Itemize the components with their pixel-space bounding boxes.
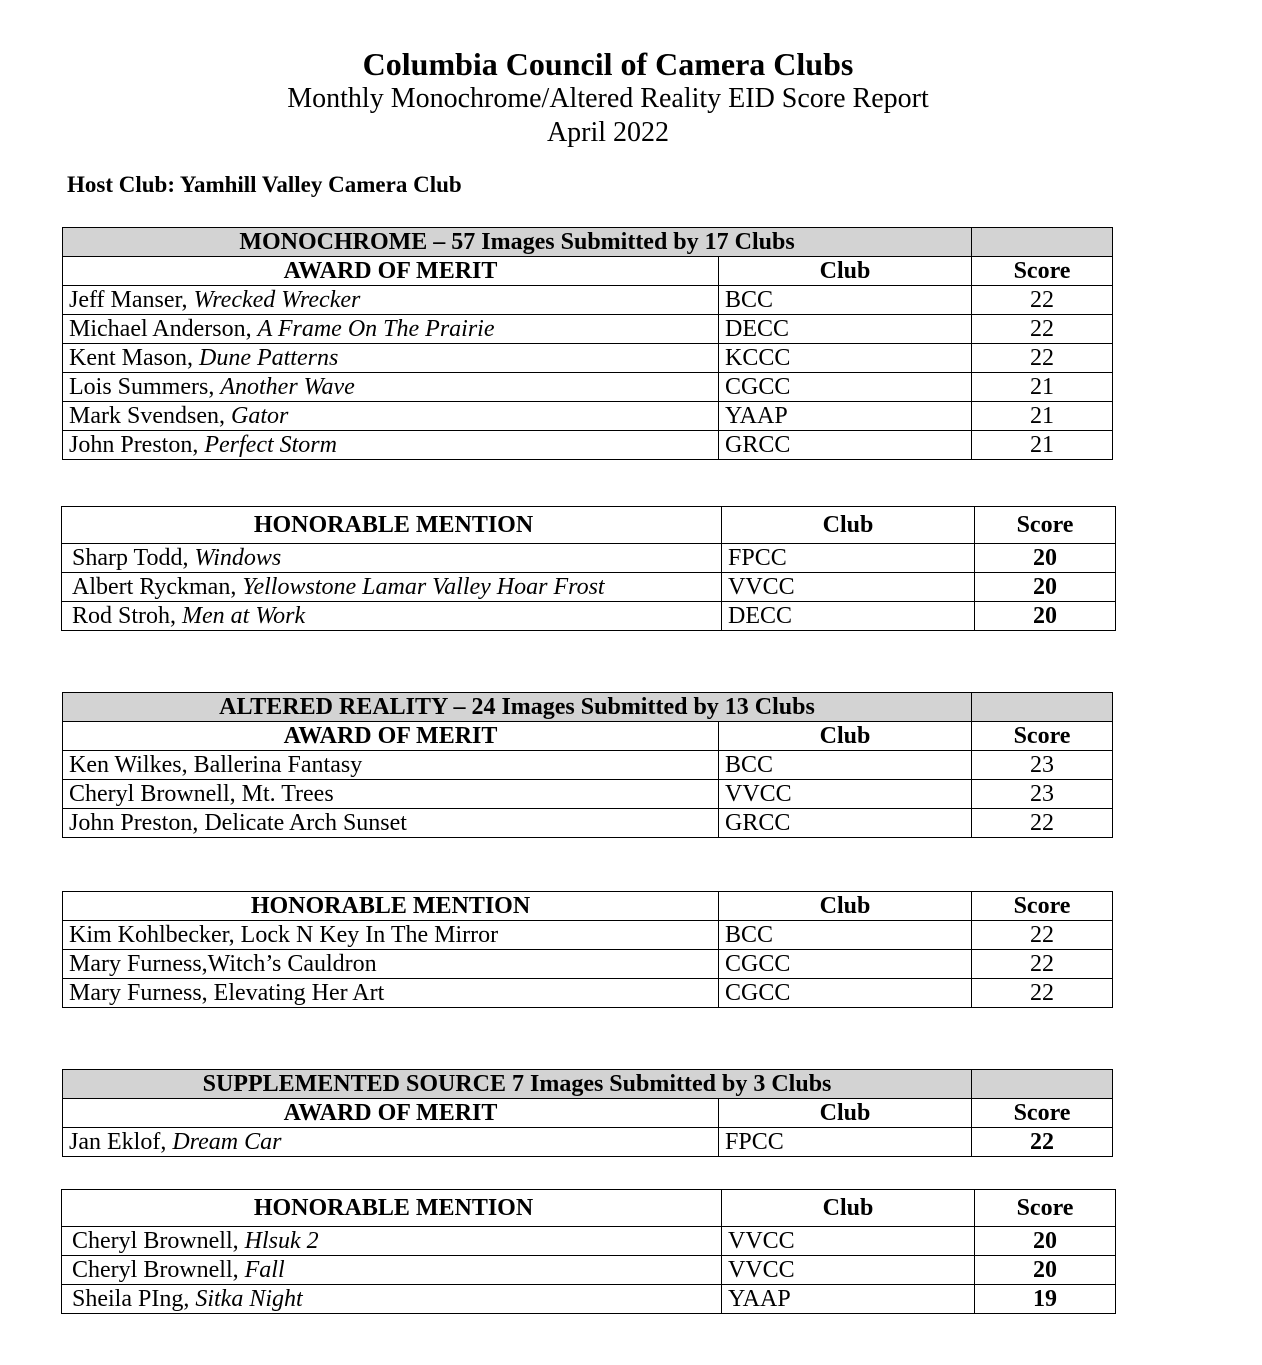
score-cell: 22 <box>972 1128 1113 1157</box>
club-cell: YAAP <box>722 1285 975 1314</box>
image-title: Perfect Storm <box>204 432 337 458</box>
image-title: Another Wave <box>220 374 355 400</box>
table-row <box>62 602 1116 631</box>
club-cell: VVCC <box>719 780 972 809</box>
score-cell: 22 <box>972 979 1113 1008</box>
entry-name-cell <box>63 780 719 809</box>
club-cell: FPCC <box>719 1128 972 1157</box>
table-row <box>62 1256 1116 1285</box>
score-cell: 20 <box>975 602 1116 631</box>
club-column-header: Club <box>719 892 972 921</box>
score-cell: 23 <box>972 780 1113 809</box>
supplemented-source-honorable-mention-table <box>61 1189 1116 1314</box>
entry-name-cell <box>63 431 719 460</box>
score-column-header: Score <box>972 892 1113 921</box>
score-cell: 21 <box>972 373 1113 402</box>
entry-name-cell <box>62 1227 722 1256</box>
entrant-name: Mark Svendsen, <box>69 403 231 429</box>
image-title: Wrecked Wrecker <box>193 287 361 313</box>
column-header-row <box>63 1099 1113 1128</box>
entry-name-cell <box>63 809 719 838</box>
score-column-header: Score <box>972 257 1113 286</box>
image-title: Yellowstone Lamar Valley Hoar Frost <box>242 574 605 600</box>
table-row <box>63 751 1113 780</box>
image-title: Fall <box>244 1257 285 1283</box>
table-row <box>63 286 1113 315</box>
image-title: Men at Work <box>182 603 306 629</box>
entry-name-cell <box>63 373 719 402</box>
altered-reality-award-of-merit-table <box>62 692 1113 838</box>
club-cell: GRCC <box>719 431 972 460</box>
table-row <box>63 950 1113 979</box>
score-cell: 20 <box>975 544 1116 573</box>
entrant-name: Mary Furness,Witch’s Cauldron <box>69 951 377 977</box>
table-row <box>63 315 1113 344</box>
table-row <box>63 780 1113 809</box>
score-cell: 23 <box>972 751 1113 780</box>
award-heading: HONORABLE MENTION <box>63 892 719 921</box>
altered-reality-honorable-mention-table <box>62 891 1113 1008</box>
monochrome-honorable-mention-table <box>61 506 1116 631</box>
table-row <box>63 344 1113 373</box>
table-row <box>62 1285 1116 1314</box>
entry-name-cell <box>62 602 722 631</box>
club-column-header: Club <box>722 507 975 544</box>
award-heading: HONORABLE MENTION <box>62 1190 722 1227</box>
table-row <box>62 1227 1116 1256</box>
score-cell: 20 <box>975 1227 1116 1256</box>
entry-name-cell <box>63 979 719 1008</box>
table-row <box>63 1128 1113 1157</box>
entry-name-cell <box>62 1285 722 1314</box>
entrant-name: Michael Anderson, <box>69 316 258 342</box>
image-title: Gator <box>230 403 289 429</box>
score-column-header: Score <box>972 1099 1113 1128</box>
image-title: Dune Patterns <box>198 345 339 371</box>
image-title: Dream Car <box>172 1129 282 1155</box>
entrant-name: Jan Eklof, <box>69 1129 173 1155</box>
club-cell: CGCC <box>719 950 972 979</box>
image-title: Sitka Night <box>195 1286 303 1312</box>
table-row <box>63 402 1113 431</box>
section-banner: ALTERED REALITY – 24 Images Submitted by 13 Clubs <box>63 693 972 722</box>
score-cell: 22 <box>972 809 1113 838</box>
entrant-name: Rod Stroh, <box>72 603 183 629</box>
entrant-name: Kent Mason, <box>69 345 199 371</box>
entry-name-cell <box>63 751 719 780</box>
entrant-name: Cheryl Brownell, <box>72 1257 245 1283</box>
entry-name-cell <box>63 1128 719 1157</box>
banner-empty-cell <box>972 1070 1113 1099</box>
score-column-header: Score <box>972 722 1113 751</box>
score-cell: 22 <box>972 315 1113 344</box>
entrant-name: Mary Furness, Elevating Her Art <box>69 980 385 1006</box>
club-cell: FPCC <box>722 544 975 573</box>
column-header-row <box>63 722 1113 751</box>
banner-empty-cell <box>972 228 1113 257</box>
entry-name-cell <box>62 1256 722 1285</box>
section-banner-row <box>63 1070 1113 1099</box>
table-row <box>63 373 1113 402</box>
award-heading: AWARD OF MERIT <box>63 722 719 751</box>
section-banner: MONOCHROME – 57 Images Submitted by 17 Clubs <box>63 228 972 257</box>
award-heading: HONORABLE MENTION <box>62 507 722 544</box>
club-cell: CGCC <box>719 979 972 1008</box>
entry-name-cell <box>63 315 719 344</box>
club-column-header: Club <box>719 722 972 751</box>
table-row <box>63 921 1113 950</box>
award-heading: AWARD OF MERIT <box>63 257 719 286</box>
entry-name-cell <box>63 344 719 373</box>
table-row <box>62 544 1116 573</box>
entrant-name: Kim Kohlbecker, Lock N Key In The Mirror <box>69 922 499 948</box>
entrant-name: Sheila PIng, <box>72 1286 196 1312</box>
club-column-header: Club <box>719 1099 972 1128</box>
entrant-name: John Preston, <box>69 432 205 458</box>
entrant-name: Lois Summers, <box>69 374 221 400</box>
club-cell: YAAP <box>719 402 972 431</box>
table-row <box>63 809 1113 838</box>
score-cell: 20 <box>975 573 1116 602</box>
score-cell: 22 <box>972 344 1113 373</box>
club-cell: KCCC <box>719 344 972 373</box>
monochrome-award-of-merit-table <box>62 227 1113 460</box>
image-title: Hlsuk 2 <box>244 1228 319 1254</box>
table-row <box>62 573 1116 602</box>
club-cell: DECC <box>719 315 972 344</box>
column-header-row <box>62 507 1116 544</box>
score-column-header: Score <box>975 1190 1116 1227</box>
club-column-header: Club <box>722 1190 975 1227</box>
report-subtitle: Monthly Monochrome/Altered Reality EID Score Report <box>287 83 929 114</box>
score-cell: 22 <box>972 921 1113 950</box>
award-heading: AWARD OF MERIT <box>63 1099 719 1128</box>
club-cell: DECC <box>722 602 975 631</box>
entry-name-cell <box>62 573 722 602</box>
report-header <box>0 46 1216 150</box>
score-cell: 21 <box>972 431 1113 460</box>
entrant-name: Sharp Todd, <box>72 545 195 571</box>
supplemented-source-award-of-merit-table <box>62 1069 1113 1157</box>
table-row <box>63 431 1113 460</box>
club-cell: BCC <box>719 751 972 780</box>
entrant-name: Ken Wilkes, Ballerina Fantasy <box>69 752 363 778</box>
column-header-row <box>63 892 1113 921</box>
section-banner-row <box>63 693 1113 722</box>
club-cell: BCC <box>719 286 972 315</box>
club-column-header: Club <box>719 257 972 286</box>
report-date: April 2022 <box>546 117 670 148</box>
entry-name-cell <box>62 544 722 573</box>
image-title: A Frame On The Prairie <box>257 316 495 342</box>
entrant-name: Jeff Manser, <box>69 287 194 313</box>
score-cell: 20 <box>975 1256 1116 1285</box>
score-cell: 22 <box>972 950 1113 979</box>
club-cell: GRCC <box>719 809 972 838</box>
score-column-header: Score <box>975 507 1116 544</box>
entry-name-cell <box>63 286 719 315</box>
section-banner-row <box>63 228 1113 257</box>
host-club: Host Club: Yamhill Valley Camera Club <box>67 172 462 197</box>
entrant-name: Albert Ryckman, <box>72 574 243 600</box>
entry-name-cell <box>63 402 719 431</box>
column-header-row <box>63 257 1113 286</box>
entrant-name: Cheryl Brownell, Mt. Trees <box>69 781 334 807</box>
score-cell: 21 <box>972 402 1113 431</box>
club-cell: BCC <box>719 921 972 950</box>
table-row <box>63 979 1113 1008</box>
section-banner: SUPPLEMENTED SOURCE 7 Images Submitted by 3 Clubs <box>63 1070 972 1099</box>
banner-empty-cell <box>972 693 1113 722</box>
club-cell: VVCC <box>722 573 975 602</box>
club-cell: CGCC <box>719 373 972 402</box>
column-header-row <box>62 1190 1116 1227</box>
club-cell: VVCC <box>722 1227 975 1256</box>
entry-name-cell <box>63 950 719 979</box>
entrant-name: Cheryl Brownell, <box>72 1228 245 1254</box>
entrant-name: John Preston, Delicate Arch Sunset <box>69 810 407 836</box>
club-cell: VVCC <box>722 1256 975 1285</box>
entry-name-cell <box>63 921 719 950</box>
image-title: Windows <box>194 545 282 571</box>
score-cell: 22 <box>972 286 1113 315</box>
report-title: Columbia Council of Camera Clubs <box>362 46 854 82</box>
score-cell: 19 <box>975 1285 1116 1314</box>
